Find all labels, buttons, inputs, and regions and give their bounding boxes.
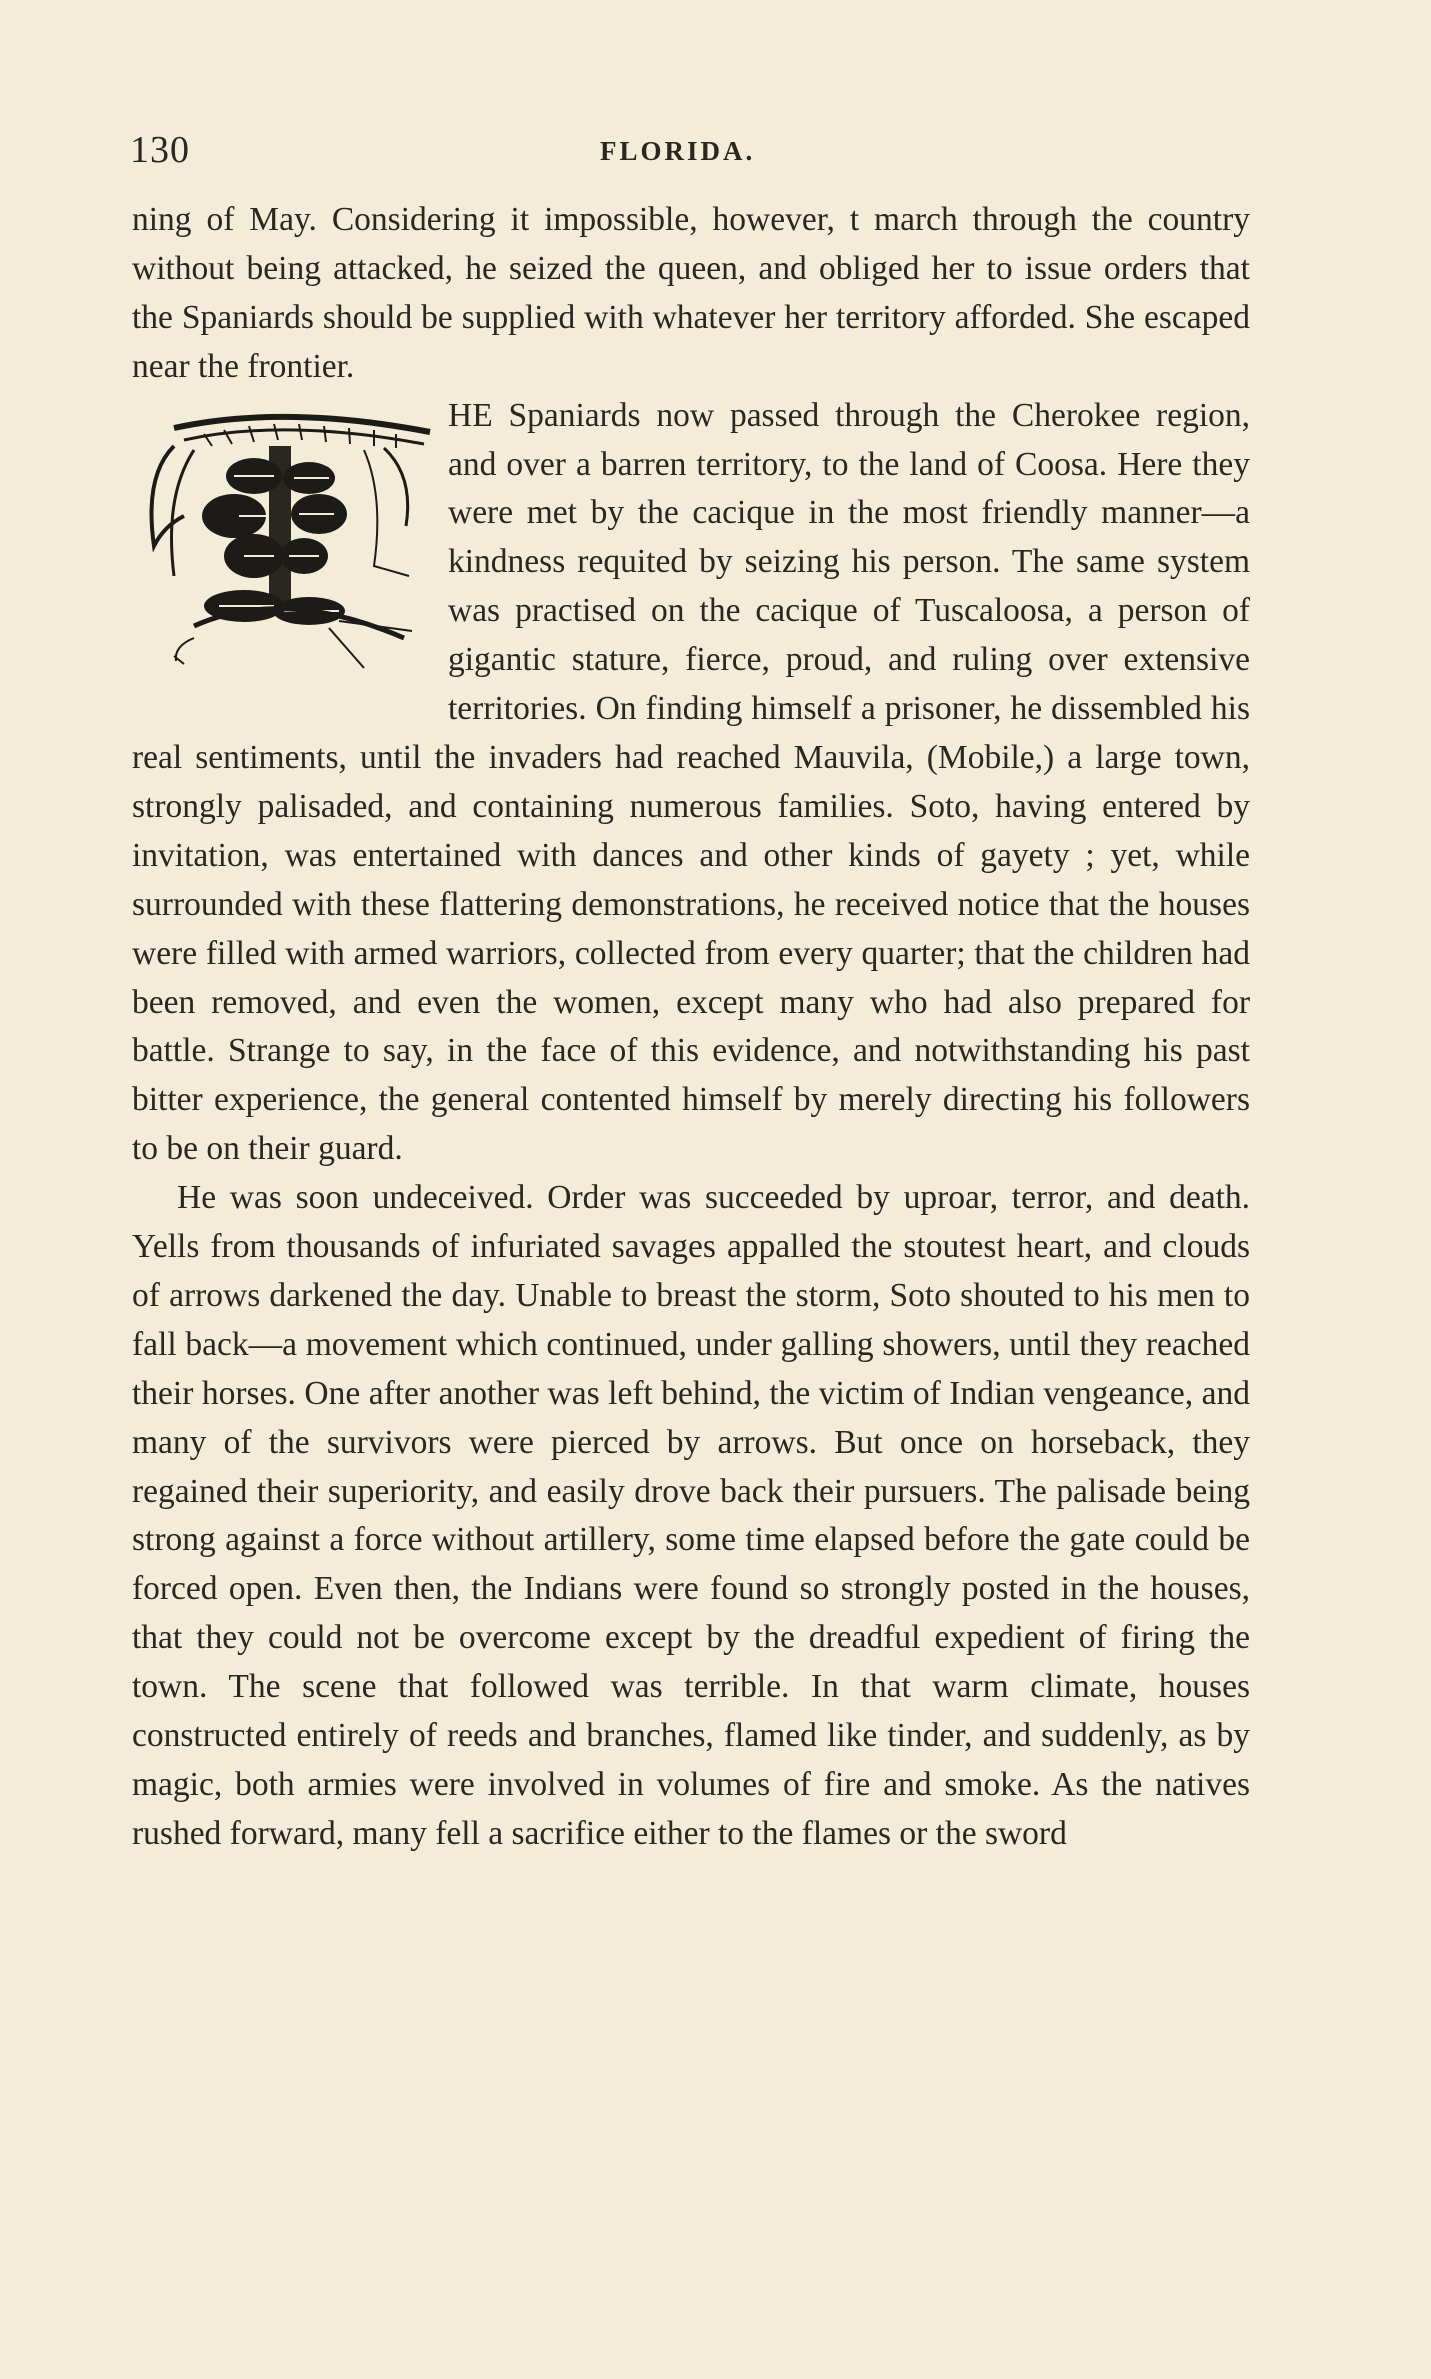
body-text [132,196,1250,1859]
decorative-initial-t [134,406,434,706]
page-header [130,128,1250,178]
page-number: 130 [130,129,190,171]
paragraph-2-text: HE Spaniards now passed through the Cherokee region, and over a barren territory, to the land of Coosa. Here they were met by the cacique in the most friendly manner—a kindness requited by seizing his person. The same system was practised on the cacique of Tuscaloosa, a person of gigantic stature, fierce, proud, and ruling over extensive territories. On finding himself a prisoner, he dissembled his real sentiments, until the invaders had reached Mauvila, (Mobile,) a large town, strongly palisaded, and containing numerous families. Soto, having entered by invitation, was entertained with dances and other kinds of gayety ; yet, while surrounded with these flattering demonstrations, he received notice that the houses were filled with armed warriors, collected from every quarter; that the children had been removed, and even the women, except many who had also prepared for battle. Strange to say, in the face of this evidence, and notwithstanding his past bitter experience, the general contented himself by merely directing his followers to be on their guard. [132,396,1250,1168]
paragraph-1: ning of May. Considering it impossible, however, t march through the country without being attacked, he seized the queen, and obliged her to issue orders that the Spaniards should be supplied with whatever her territory afforded. She escaped near the frontier. [132,201,1250,385]
paragraph-2 [132,392,1250,1175]
paragraph-3: He was soon undeceived. Order was succeeded by uproar, terror, and death. Yells from thousands of infuriated savages appalled the stoutest heart, and clouds of arrows darkened the day. Unable to breast the storm, Soto shouted to his men to fall back—a movement which continued, under galling showers, until they reached their horses. One after another was left behind, the victim of Indian vengeance, and many of the survivors were pierced by arrows. But once on horseback, they regained their superiority, and easily drove back their pursuers. The palisade being strong against a force without artillery, some time elapsed before the gate could be forced open. Even then, the Indians were found so strongly posted in the houses, that they could not be overcome except by the dreadful expedient of firing the town. The scene that followed was terrible. In that warm climate, houses constructed entirely of reeds and branches, flamed like tinder, and suddenly, as by magic, both armies were involved in volumes of fire and smoke. As the natives rushed forward, many fell a sacrifice either to the flames or the sword [132,1179,1250,1852]
running-head: FLORIDA. [600,136,756,166]
